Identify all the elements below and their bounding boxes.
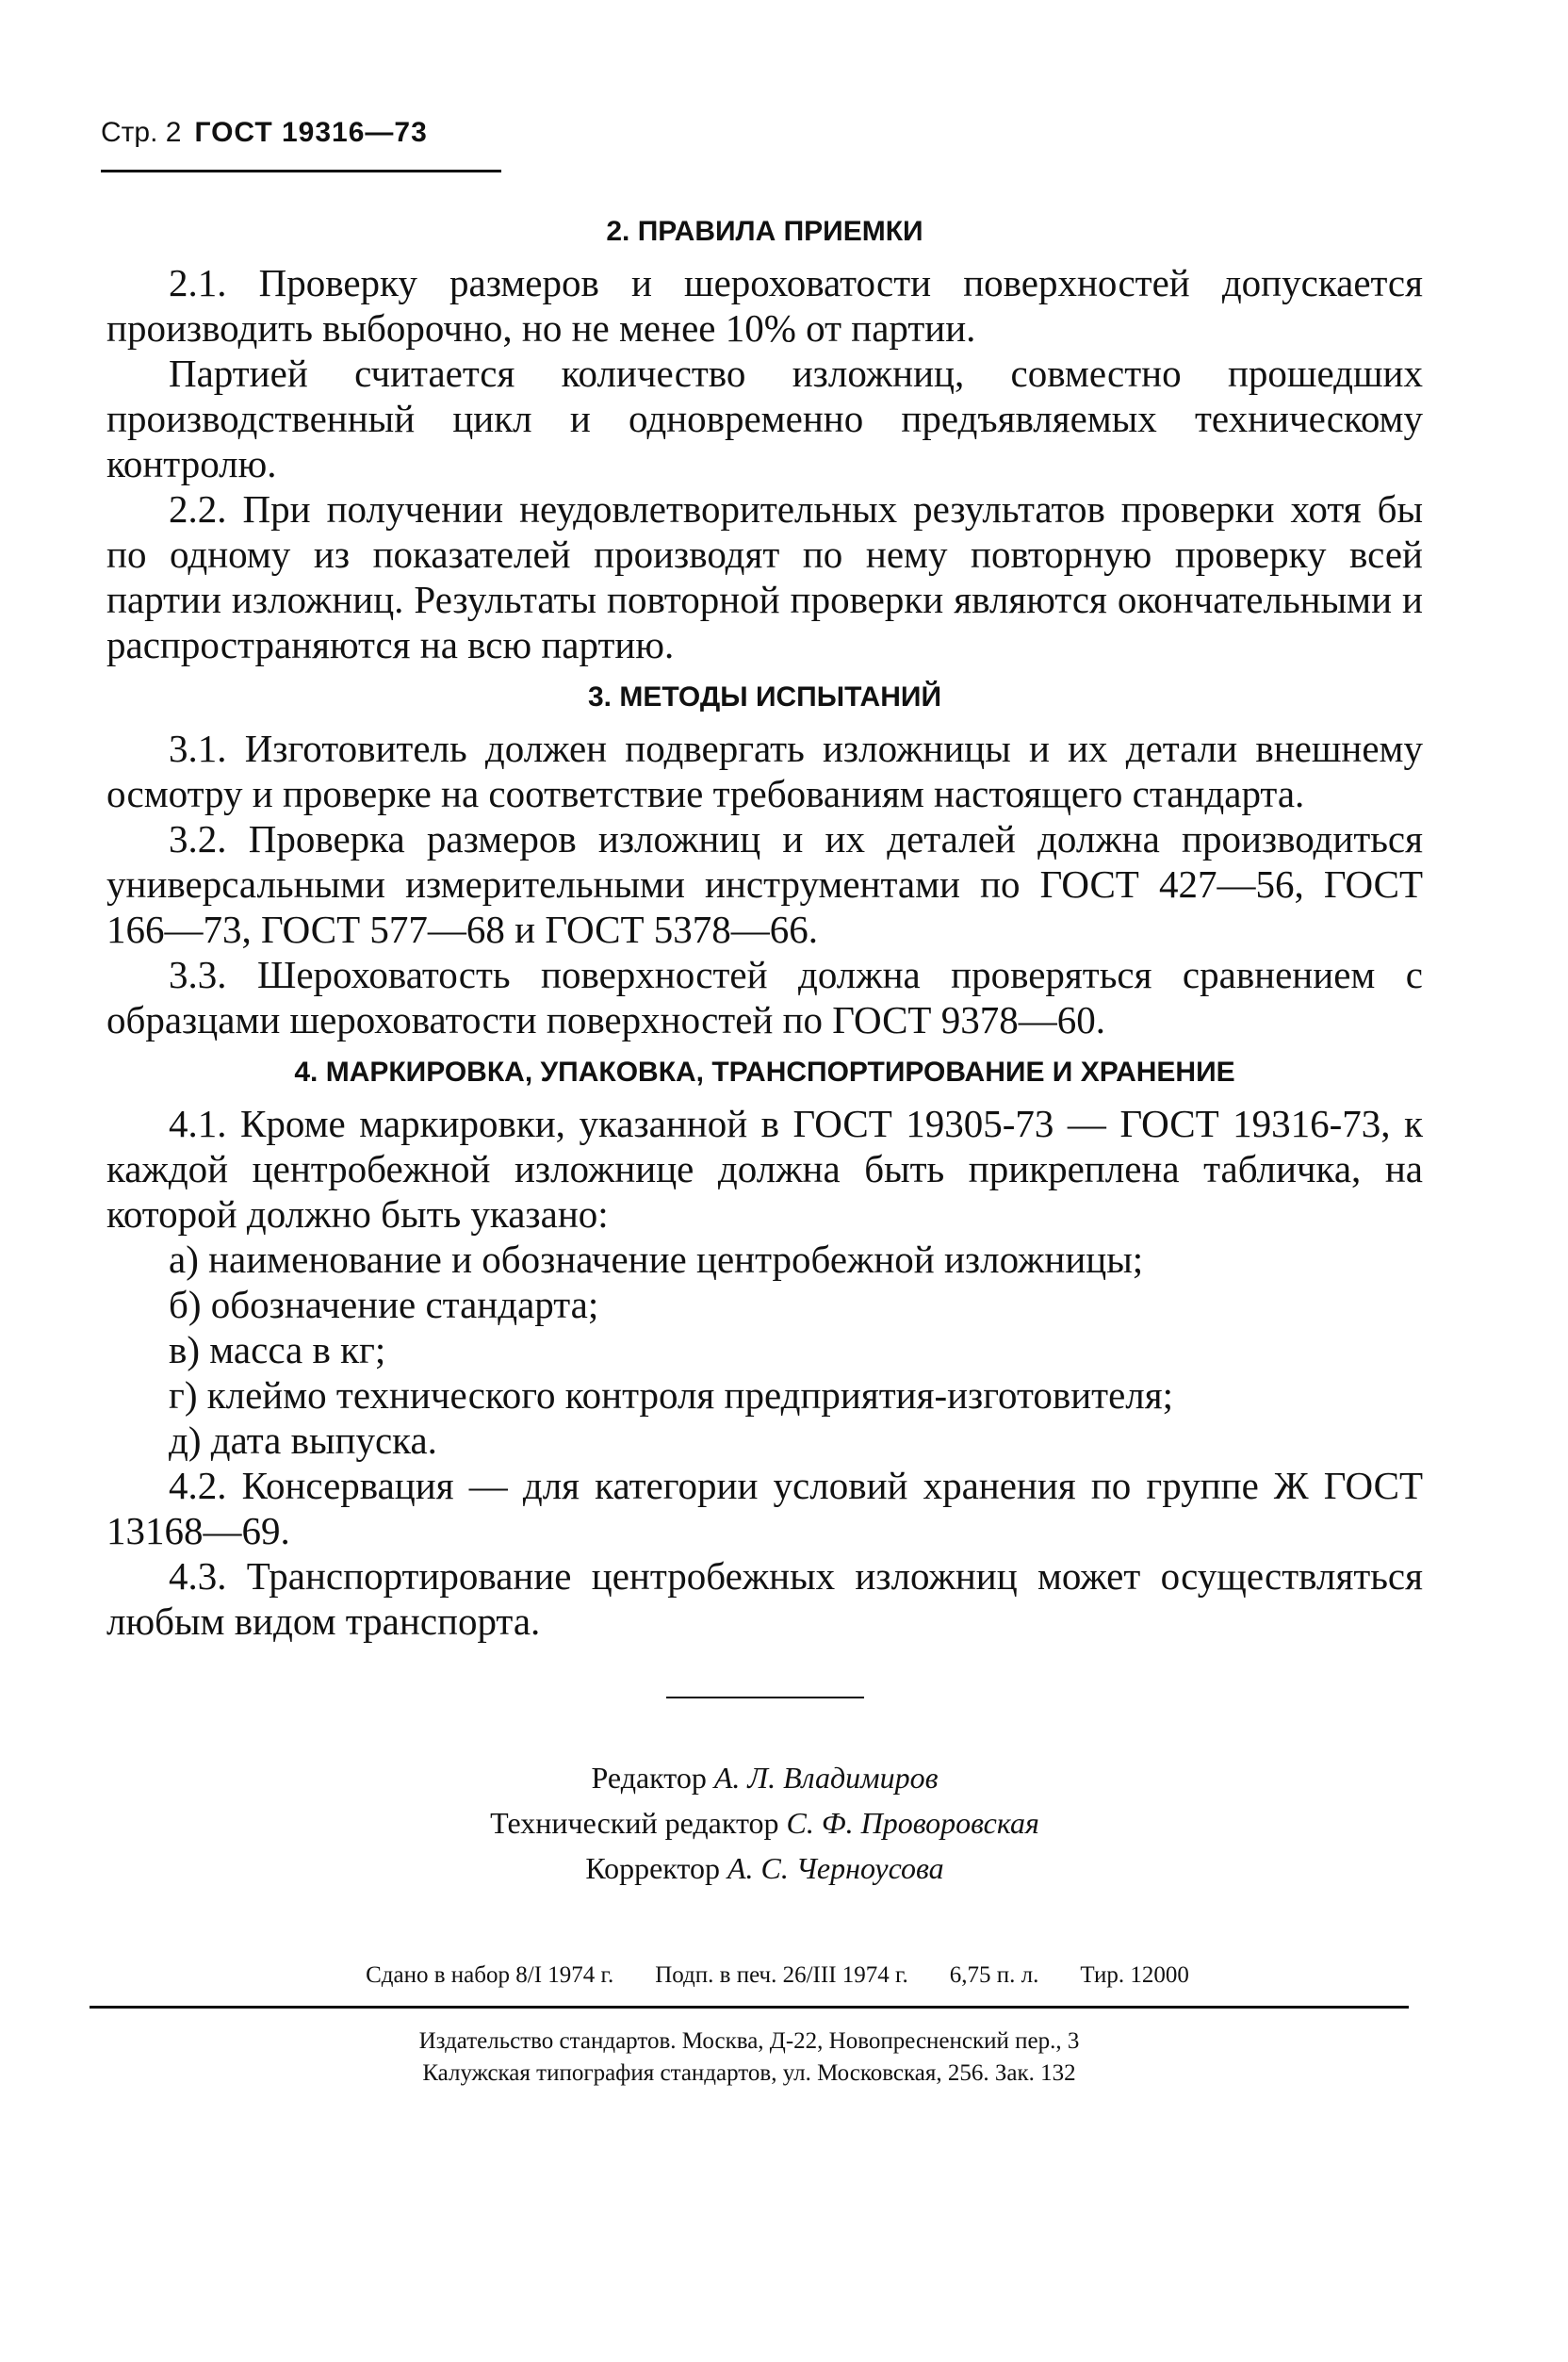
credit-corrector [106,1845,1423,1891]
header-rule [101,170,501,172]
section-title-acceptance: 2. ПРАВИЛА ПРИЕМКИ [606,216,923,247]
credit-editor [106,1755,1423,1800]
imprint-rule [90,2006,1409,2009]
list-item-v: в) масса в кг; [169,1328,386,1371]
credit-tech-editor [106,1800,1423,1845]
printer-line: Калужская типография стандартов, ул. Московская, 256. Зак. 132 [422,2060,1076,2086]
paragraph-3-3: 3.3. Шероховатость поверхностей должна проверяться сравнением с образцами шероховатости поверхностей по ГОСТ 9378—60. [106,953,1423,1042]
list-item-d: д) дата выпуска. [169,1419,437,1462]
print-sheets: 6,75 п. л. [949,1962,1039,1988]
credit-name: А. С. Черноусова [727,1851,944,1885]
submitted-date: Сдано в набор 8/I 1974 г. [366,1962,614,1988]
list-item-b: б) обозначение стандарта; [169,1283,599,1326]
paragraph-2-2: 2.2. При получении неудовлетворительных результатов проверки хотя бы по одному из показателей производят по нему повторную проверку всей партии изложниц. Результаты повторной проверки являются окончательными и распространяются на всю партию. [106,487,1423,666]
paragraph-4-3: 4.3. Транспортирование центробежных изложниц может осуществляться любым видом транспорта. [106,1554,1423,1643]
credit-name: А. Л. Владимиров [713,1761,939,1795]
page-header [101,117,506,149]
paragraph-batch-definition: Партией считается количество изложниц, совместно прошедших производственный цикл и одновременно предъявляемых техническому контролю. [106,352,1423,485]
credits-block [106,1755,1423,1891]
credit-role: Технический редактор [490,1806,779,1840]
separator-rule [666,1697,864,1698]
section-title-marking: 4. МАРКИРОВКА, УПАКОВКА, ТРАНСПОРТИРОВАНИЕ И ХРАНЕНИЕ [294,1057,1235,1088]
credit-role: Корректор [585,1851,720,1885]
list-item-g: г) клеймо технического контроля предприятия-изготовителя; [169,1373,1173,1417]
credit-name: С. Ф. Проворовская [786,1806,1039,1840]
document-body [106,215,1423,1891]
page-number: Стр. 2 [101,117,182,148]
publisher-line: Издательство стандартов. Москва, Д-22, Новопресненский пер., 3 [418,2028,1080,2054]
print-details [146,1960,1409,1991]
signed-date: Подп. в печ. 26/III 1974 г. [655,1962,908,1988]
paragraph-4-1: 4.1. Кроме маркировки, указанной в ГОСТ 19305-73 — ГОСТ 19316-73, к каждой центробежной изложнице должна быть прикреплена табличка, на которой должно быть указано: [106,1102,1423,1236]
paragraph-3-1: 3.1. Изготовитель должен подвергать изложницы и их детали внешнему осмотру и проверке на соответствие требованиям настоящего стандарта. [106,727,1423,815]
paragraph-3-2: 3.2. Проверка размеров изложниц и их деталей должна производиться универсальными измерительными инструментами по ГОСТ 427—56, ГОСТ 166—73, ГОСТ 577—68 и ГОСТ 5378—66. [106,817,1423,951]
paragraph-4-2: 4.2. Консервация — для категории условий хранения по группе Ж ГОСТ 13168—69. [106,1464,1423,1552]
standard-code: ГОСТ 19316—73 [194,117,428,148]
section-title-test-methods: 3. МЕТОДЫ ИСПЫТАНИЙ [588,681,941,713]
credit-role: Редактор [591,1761,707,1795]
list-item-a: а) наименование и обозначение центробежной изложницы; [169,1238,1144,1281]
paragraph-2-1: 2.1. Проверку размеров и шероховатости поверхностей допускается производить выборочно, но не менее 10% от партии. [106,261,1423,350]
print-run: Тир. 12000 [1080,1962,1189,1988]
imprint-block [90,1960,1409,2090]
